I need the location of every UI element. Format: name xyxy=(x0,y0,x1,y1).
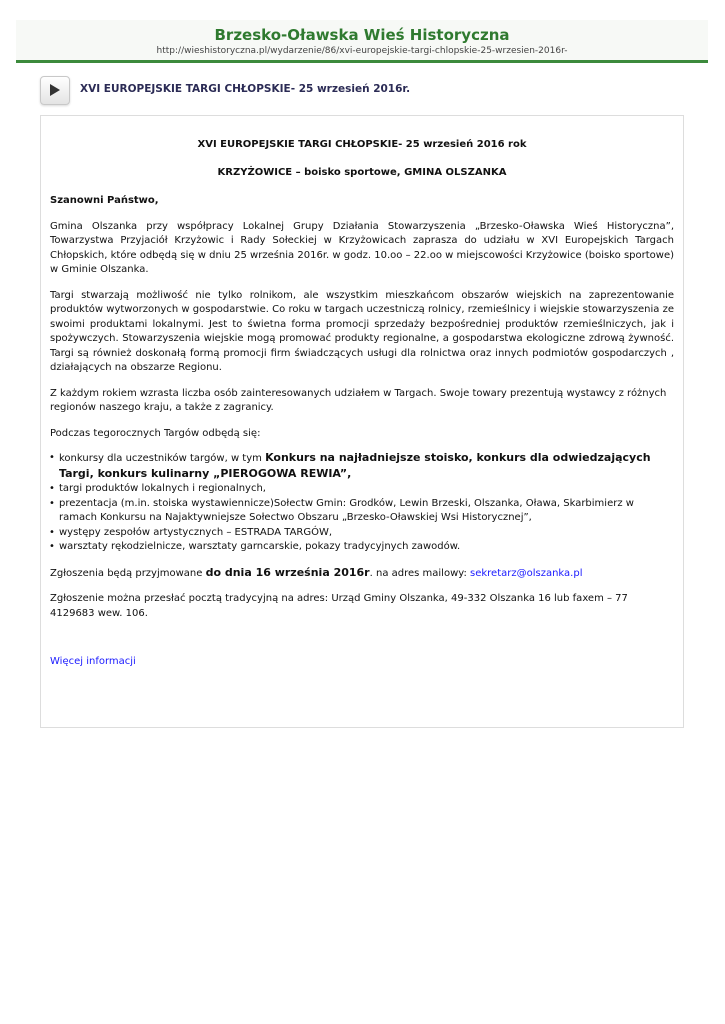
list-item-text: występy zespołów artystycznych – ESTRADA TARGÓW, xyxy=(59,526,333,538)
paragraph-events-intro: Podczas tegorocznych Targów odbędą się: xyxy=(50,427,261,439)
paragraph-exhibitors: Z każdym rokiem wzrasta liczba osób zainteresowanych udziałem w Targach. Swoje towary prezentują wystawcy z różnych regionów naszego kraju, a także z zagranicy. xyxy=(50,387,667,413)
bullet: • xyxy=(49,541,55,552)
event-heading xyxy=(40,76,690,106)
list-item xyxy=(50,526,674,541)
email-link[interactable]: sekretarz@olszanka.pl xyxy=(470,567,583,579)
more-info-wrapper xyxy=(50,655,674,670)
list-item-text: warsztaty rękodzielnicze, warsztaty garncarskie, pokazy tradycyjnych zawodów. xyxy=(59,541,461,552)
submission-text-middle: . na adres mailowy: xyxy=(369,567,470,579)
list-item-bold-text: Konkurs na najładniejsze stoisko, konkurs dla odwiedzających Targi, konkurs kulinarny „PIEROGOWA REWIA”, xyxy=(59,451,651,480)
event-title: XVI EUROPEJSKIE TARGI CHŁOPSKIE- 25 wrzesień 2016r. xyxy=(80,83,411,95)
play-arrow-icon xyxy=(50,84,60,96)
list-item-text: konkursy dla uczestników targów, w tym xyxy=(59,453,266,464)
paragraph-postal: Zgłoszenie można przesłać pocztą tradycyjną na adres: Urząd Gminy Olszanka, 49-332 Olszanka 16 lub faxem – 77 4129683 wew. 106. xyxy=(50,593,628,619)
bullet: • xyxy=(49,483,55,494)
events-list xyxy=(50,451,674,555)
site-header xyxy=(16,20,708,63)
article-location: KRZYŻOWICE – boisko sportowe, GMINA OLSZANKA xyxy=(217,166,507,178)
list-item xyxy=(50,540,674,555)
greeting: Szanowni Państwo, xyxy=(50,195,159,206)
list-item-text: prezentacja (m.in. stoiska wystawiennicze)Sołectw Gmin: Grodków, Lewin Brzeski, Olszanka, Oława, Skarbimierz w ramach Konkursu na Najaktywniejsze Sołectwo Obszaru „Brzesko-Oławskiej Wsi Historycznej”, xyxy=(59,497,634,523)
list-item xyxy=(50,482,674,497)
site-title: Brzesko-Oławska Wieś Historyczna xyxy=(214,26,510,44)
event-arrow-button[interactable] xyxy=(40,76,70,105)
bullet: • xyxy=(49,452,55,463)
bullet: • xyxy=(49,526,55,538)
page-url: http://wieshistoryczna.pl/wydarzenie/86/xvi-europejskie-targi-chlopskie-25-wrzesien-2016r- xyxy=(156,46,568,56)
list-item xyxy=(50,451,674,482)
article-title: XVI EUROPEJSKIE TARGI CHŁOPSKIE- 25 wrzesień 2016 rok xyxy=(197,139,527,150)
more-info-link[interactable]: Więcej informacji xyxy=(50,656,136,667)
submission-text: Zgłoszenia będą przyjmowane xyxy=(50,567,206,579)
paragraph-description: Targi stwarzają możliwość nie tylko rolnikom, ale wszystkim mieszkańcom obszarów wiejskich na zaprezentowanie produktów wytworzonych w gospodarstwie. Co roku w targach uczestniczą rolnicy, rzemieślnicy i wiejskie stowarzyszenia ze swoimi produktami lokalnymi. Jest to świetna forma promocji sprzedaży bezpośredniej produktów rzemieślniczych, jak i spożywczych. Stowarzyszenia wiejskie mogą promować produkty regionalne, a gospodarstwa ekologiczne zdrową żywność. Targi są również doskonałą formą promocji firm świadczących usługi dla rolnictwa oraz innych podmiotów gospodarczych , działających na obszarze Regionu. xyxy=(50,289,674,373)
submission-deadline: do dnia 16 września 2016r xyxy=(205,565,370,579)
list-item xyxy=(50,497,674,526)
bullet: • xyxy=(49,497,55,509)
paragraph-invitation: Gmina Olszanka przy współpracy Lokalnej Grupy Działania Stowarzyszenia „Brzesko-Oławska Wieś Historyczna”, Towarzystwa Przyjaciół Krzyżowic i Rady Sołeckiej w Krzyżowicach zaprasza do udziału w XVI Europejskich Targach Chłopskich, które odbędą się w dniu 25 września 2016r. w godz. 10.oo – 22.oo w miejscowości Krzyżowice (boisko sportowe) w Gminie Olszanka. xyxy=(50,220,674,275)
list-item-text: targi produktów lokalnych i regionalnych, xyxy=(59,483,266,494)
article-content xyxy=(40,115,684,728)
paragraph-submission xyxy=(50,566,674,582)
